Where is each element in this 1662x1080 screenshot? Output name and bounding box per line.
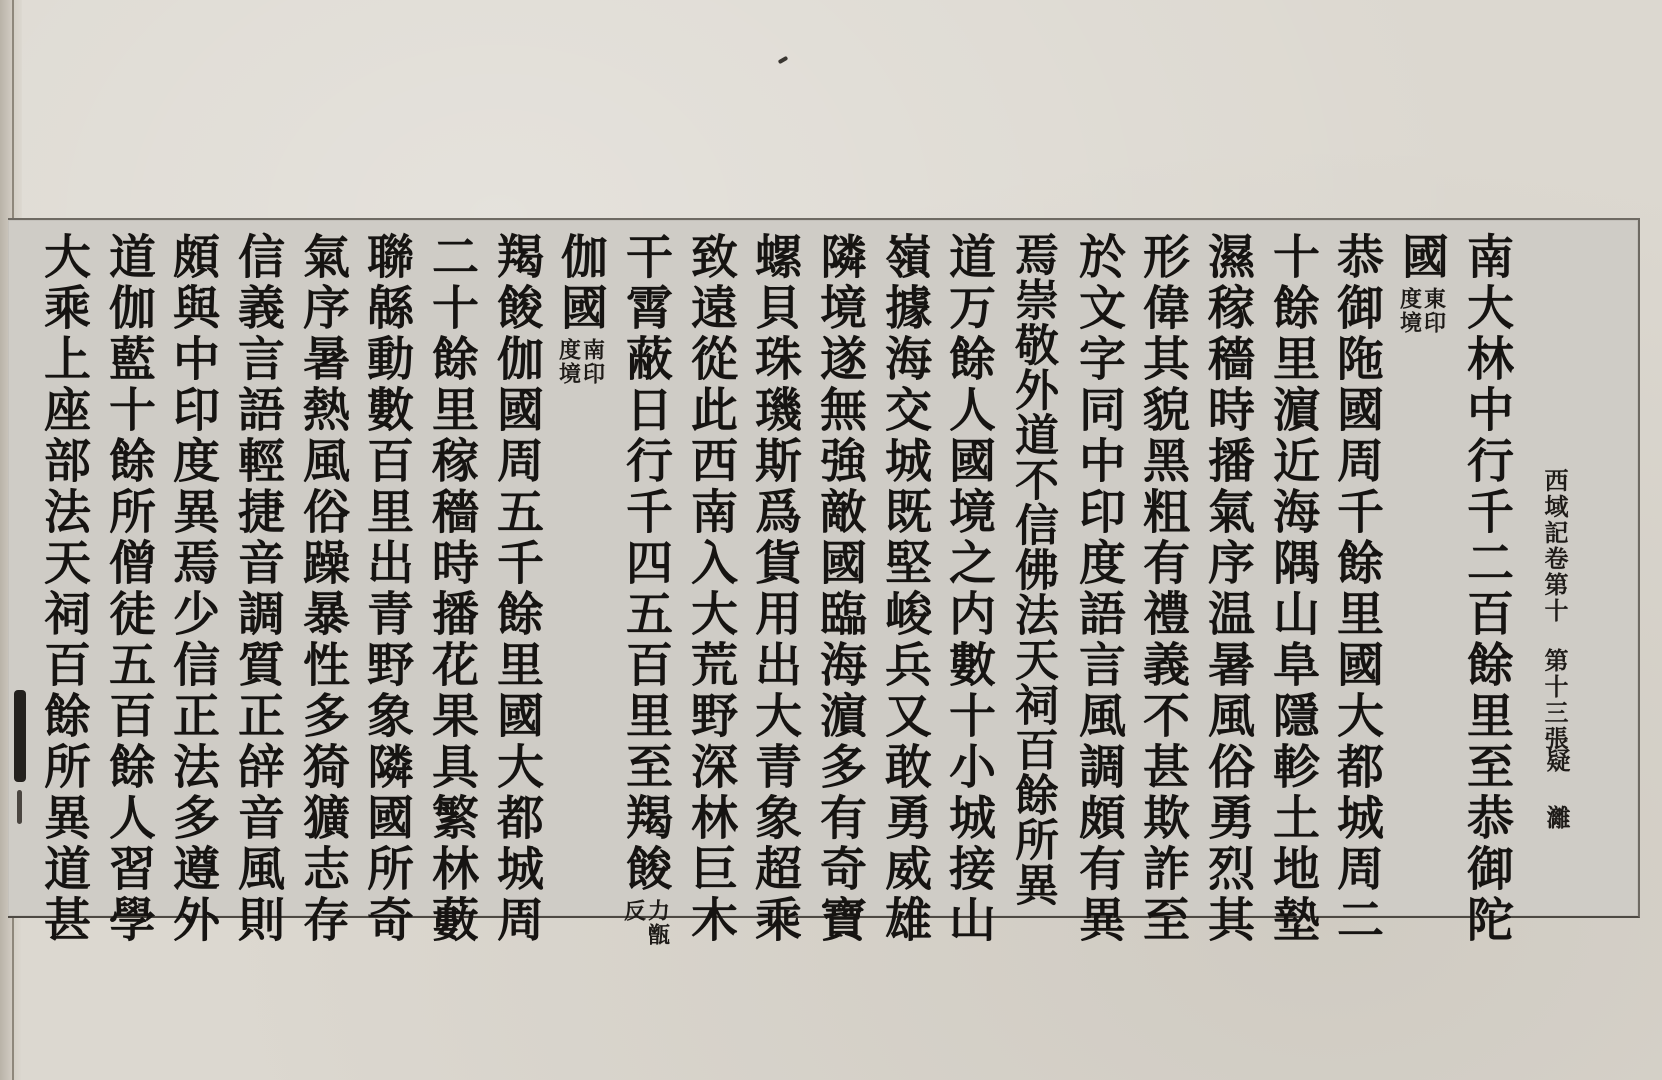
margin-page-number: 第十三張	[1540, 648, 1569, 752]
annotation-line: 度境	[1396, 287, 1423, 335]
text-column-13	[683, 232, 738, 946]
edge-stain	[14, 690, 26, 782]
text-column-12	[747, 232, 802, 946]
annotation-line: 南印	[579, 338, 606, 386]
text-column-21	[165, 232, 220, 946]
margin-title: 西域記卷第十	[1540, 468, 1569, 624]
column-text: 氣序暑熱風俗躁暴性多猗獷志存	[295, 232, 350, 946]
text-column-11	[812, 232, 867, 946]
text-column-9	[941, 232, 996, 946]
column-text: 二十餘里稼穡時播花果具繁林藪	[424, 232, 479, 946]
column-text: 聯緜動數百里出青野象隣國所奇	[359, 232, 414, 946]
text-column-14	[618, 232, 673, 947]
column-text: 頗與中印度異焉少信正法多遵外	[165, 232, 220, 946]
column-text: 嶺據海交城既堅峻兵又敢勇威雄	[877, 232, 932, 946]
column-text: 干霄蔽日行千四五百里至羯餕	[618, 232, 673, 895]
text-column-8	[1007, 232, 1058, 907]
text-column-22	[101, 232, 156, 946]
column-text: 信義言語輕捷音調質正辝音風則	[230, 232, 285, 946]
text-column-19	[295, 232, 350, 946]
column-text: 螺貝珠璣斯爲貨用出大青象超乘	[747, 232, 802, 946]
annotation-line: 力甑	[644, 899, 671, 947]
column-text: 羯餕伽國周五千餘里國大都城周	[489, 232, 544, 946]
column-text: 道万餘人國境之内數十小城接山	[941, 232, 996, 946]
annotation	[620, 899, 671, 947]
column-text: 伽國	[553, 232, 608, 334]
column-text: 焉崇敬外道不信佛法天祠百餘所異	[1007, 232, 1058, 907]
text-column-6	[1135, 232, 1190, 946]
column-text: 大乘上座部法天祠百餘所異道甚	[36, 232, 91, 946]
column-text: 國	[1394, 232, 1449, 283]
text-column-15	[553, 232, 608, 386]
column-text: 恭御陁國周千餘里國大都城周二	[1329, 232, 1384, 946]
text-column-17	[424, 232, 479, 946]
text-column-4	[1265, 232, 1320, 946]
edge-stain-small	[17, 790, 22, 824]
text-column-2	[1394, 232, 1449, 335]
column-text: 十餘里濵近海隅山阜隱軫土地墊	[1265, 232, 1320, 946]
text-column-1	[1459, 232, 1514, 946]
text-column-20	[230, 232, 285, 946]
text-column-10	[877, 232, 932, 946]
text-column-23	[36, 232, 91, 946]
column-text: 形偉其貌黑粗有禮義不甚欺詐至	[1135, 232, 1190, 946]
column-text: 南大林中行千二百餘里至恭御陀	[1459, 232, 1514, 946]
text-column-3	[1329, 232, 1384, 946]
text-column-5	[1200, 232, 1255, 946]
text-column-7	[1071, 232, 1126, 946]
annotation-line: 東印	[1420, 287, 1447, 335]
annotation	[555, 338, 606, 386]
margin-mark: 疑 灕	[1542, 748, 1571, 831]
column-text: 致遠從此西南入大荒野深林巨木	[683, 232, 738, 946]
column-text: 道伽藍十餘所僧徒五百餘人習學	[101, 232, 156, 946]
annotation-line: 反	[620, 899, 647, 923]
column-text: 於文字同中印度語言風調頗有異	[1071, 232, 1126, 946]
annotation	[1396, 287, 1447, 335]
annotation-line: 度境	[555, 338, 582, 386]
text-column-18	[359, 232, 414, 946]
column-text: 隣境遂無強敵國臨海濵多有奇寶	[812, 232, 867, 946]
column-text: 濕稼穡時播氣序温暑風俗勇烈其	[1200, 232, 1255, 946]
text-column-16	[489, 232, 544, 946]
